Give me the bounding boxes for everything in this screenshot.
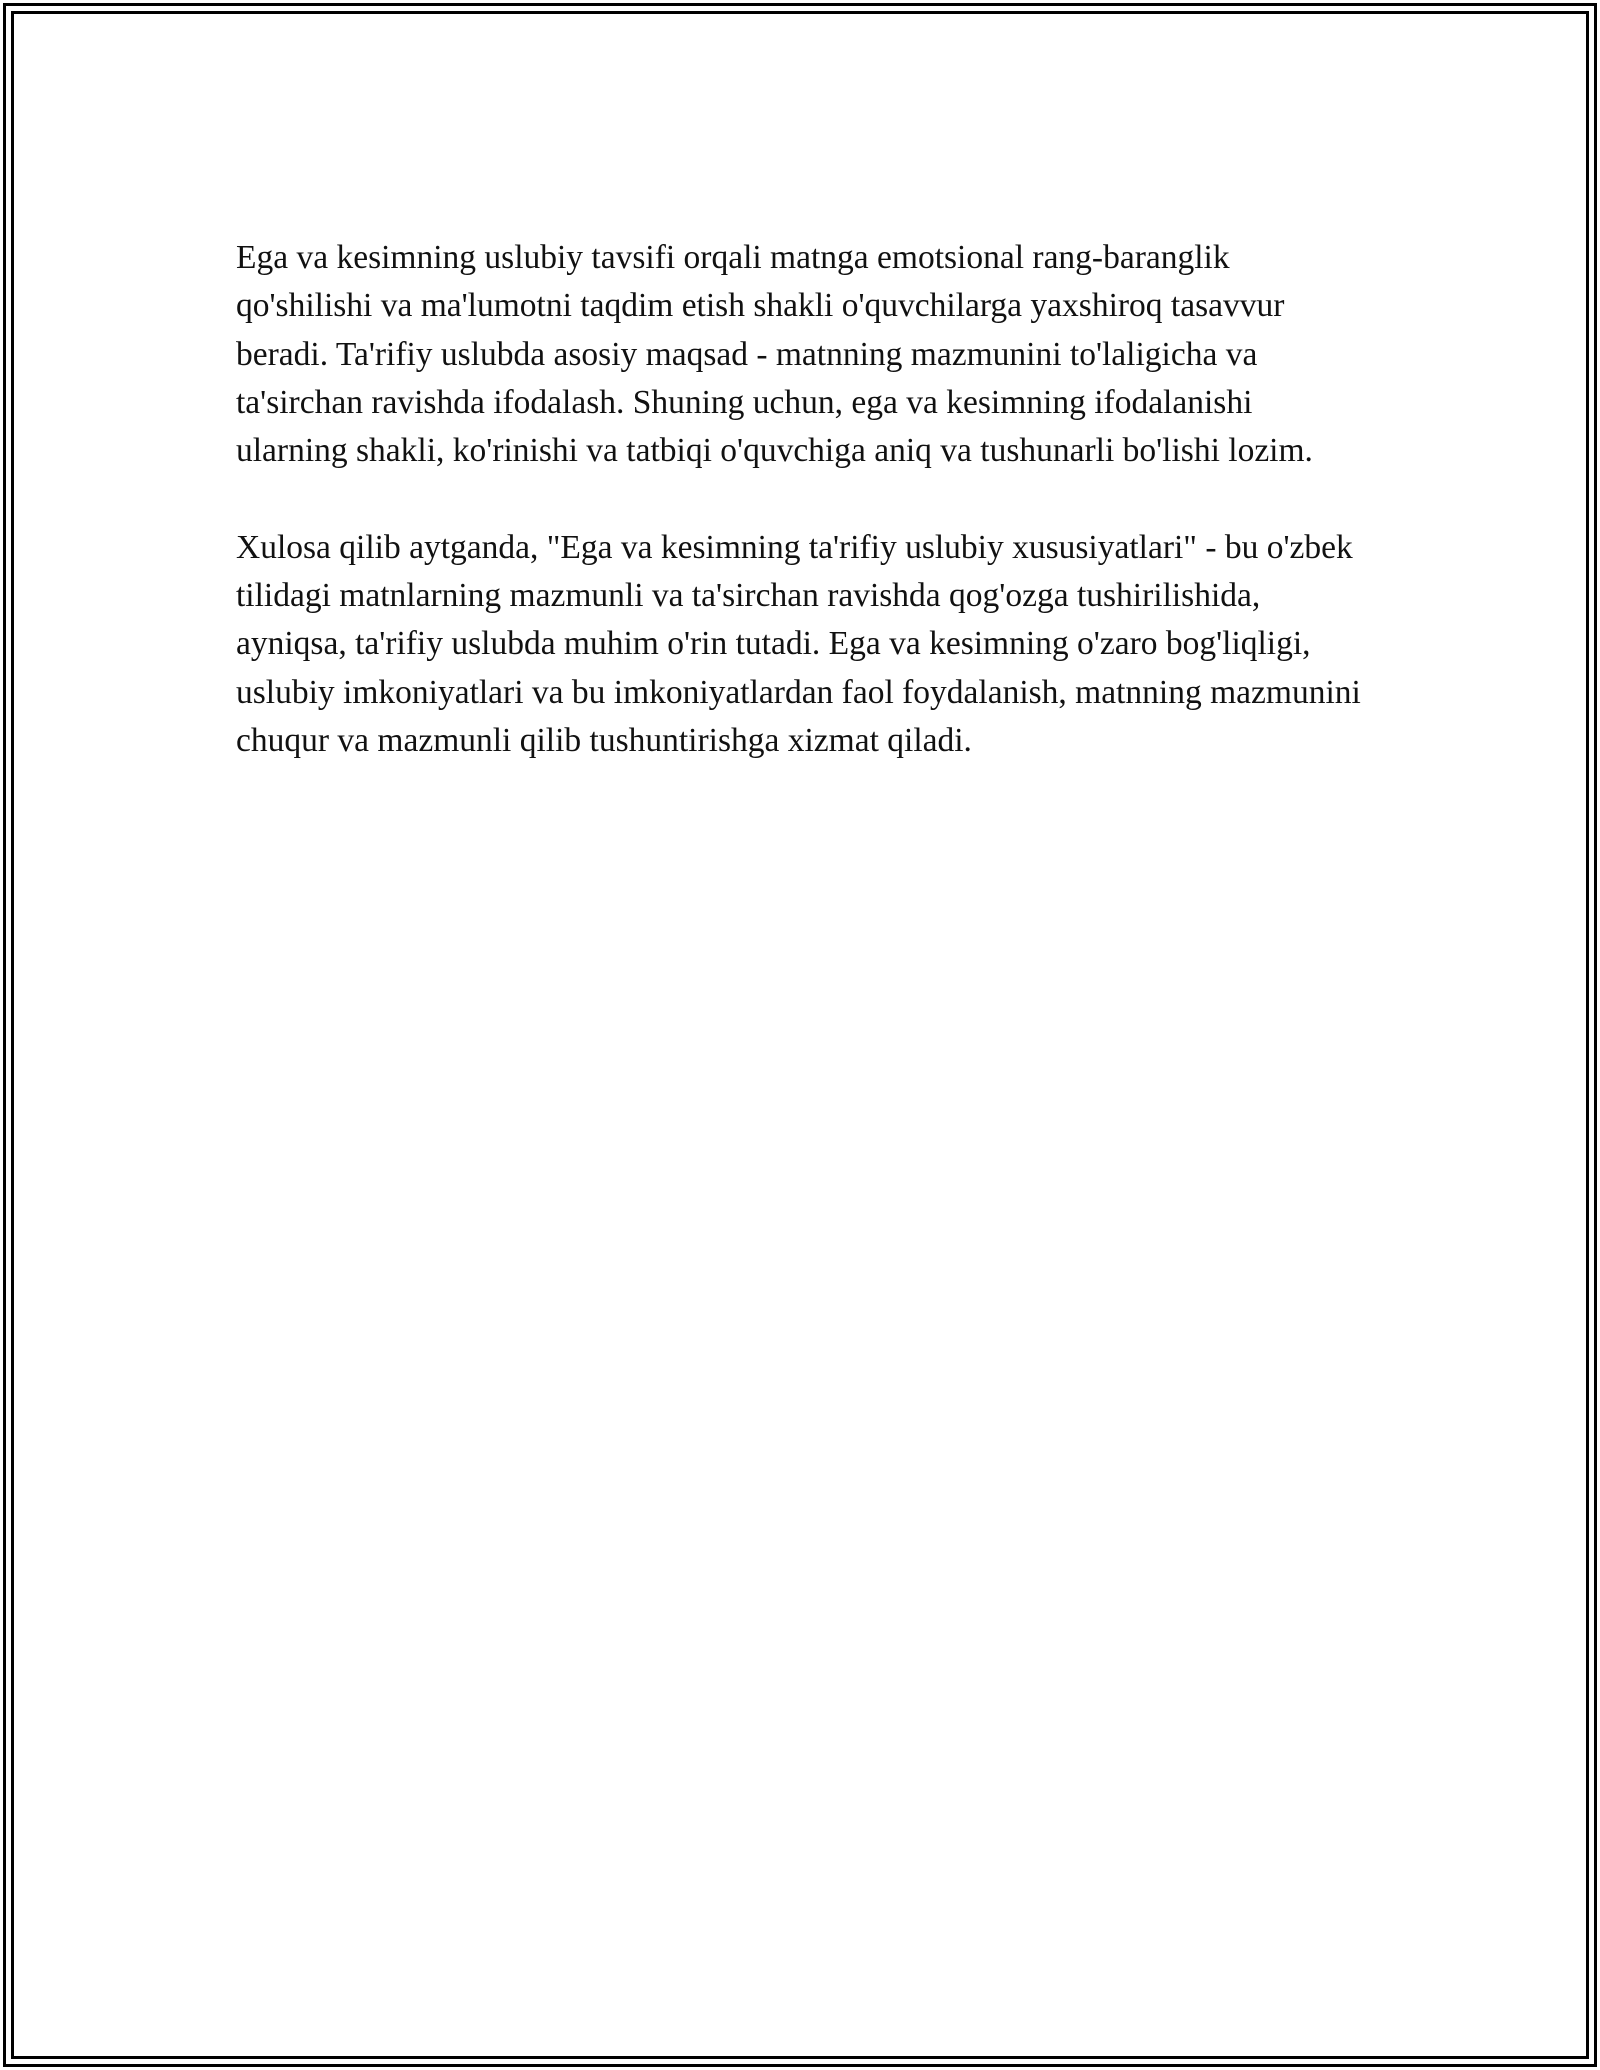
document-body [236,234,1366,814]
paragraph-1: Ega va kesimning uslubiy tavsifi orqali matnga emotsional rang-baranglik qo'shilishi va ma'lumotni taqdim etish shakli o'quvchilarga yaxshiroq tasavvur beradi. Ta'rifiy uslubda asosiy maqsad - matnning mazmunini to'laligicha va ta'sirchan ravishda ifodalash. Shuning uchun, ega va kesimning ifodalanishi ularning shakli, ko'rinishi va tatbiqi o'quvchiga aniq va tushunarli bo'lishi lozim. [236,239,1313,470]
paragraph-2: Xulosa qilib aytganda, "Ega va kesimning ta'rifiy uslubiy xususiyatlari" - bu o'zbek tilidagi matnlarning mazmunli va ta'sirchan ravishda qog'ozga tushirilishida, ayniqsa, ta'rifiy uslubda muhim o'rin tutadi. Ega va kesimning o'zaro bog'liqligi, uslubiy imkoniyatlari va bu imkoniyatlardan faol foydalanish, matnning mazmunini chuqur va mazmunli qilib tushuntirishga xizmat qiladi. [236,528,1361,759]
